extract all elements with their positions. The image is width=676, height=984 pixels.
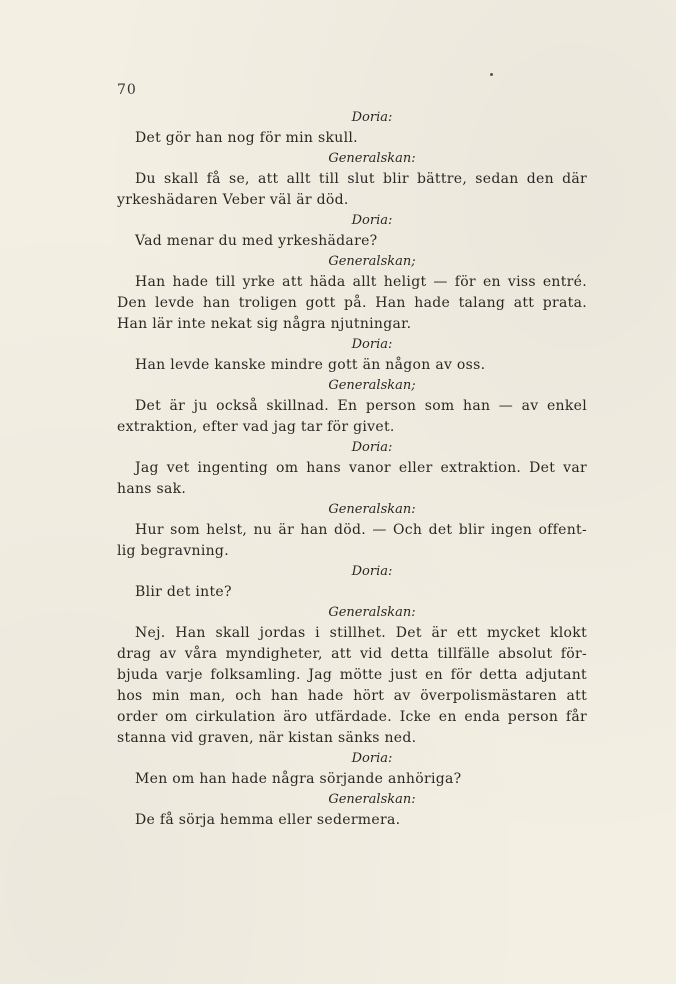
speaker-label: Generalskan:	[328, 605, 416, 620]
dialogue-line: Det gör han nog för min skull.	[135, 130, 358, 146]
dialogue-line: extraktion, efter vad jag tar för givet.	[117, 419, 395, 435]
dialogue-line: Den levde han troligen gott på. Han hade talang att prata.	[117, 295, 587, 311]
page-number: 70	[117, 82, 137, 98]
speaker-label: Doria:	[351, 337, 393, 352]
dialogue-line: Han levde kanske mindre gott än någon av oss.	[135, 357, 486, 373]
speaker-label: Doria:	[351, 440, 393, 455]
dialogue-line: order om cirkulation äro utfärdade. Icke en enda person får	[117, 709, 587, 725]
speaker-label: Generalskan:	[328, 792, 416, 807]
dialogue-line: Han lär inte nekat sig några njutningar.	[117, 316, 412, 332]
dialogue-line: yrkeshädaren Veber väl är död.	[117, 192, 349, 208]
speaker-label: Doria:	[351, 564, 393, 579]
speaker-label: Doria:	[351, 213, 393, 228]
speaker-label: Generalskan;	[328, 378, 416, 393]
speaker-label: Generalskan:	[328, 502, 416, 517]
speaker-label: Generalskan:	[328, 151, 416, 166]
dialogue-line: Hur som helst, nu är han död. — Och det blir ingen offent-	[135, 522, 587, 538]
dialogue-line: stanna vid graven, när kistan sänks ned.	[117, 730, 417, 746]
dialogue-line: Vad menar du med yrkeshädare?	[135, 233, 378, 249]
dialogue-line: Jag vet ingenting om hans vanor eller extraktion. Det var	[135, 460, 587, 476]
speaker-label: Generalskan;	[328, 254, 416, 269]
dialogue-line: hos min man, och han hade hört av överpolismästaren att	[117, 688, 587, 704]
dialogue-line: bjuda varje folksamling. Jag mötte just en för detta adjutant	[117, 667, 587, 683]
speaker-label: Doria:	[351, 110, 393, 125]
dialogue-line: Du skall få se, att allt till slut blir bättre, sedan den där	[135, 171, 587, 187]
dialogue-line: Det är ju också skillnad. En person som han — av enkel	[135, 398, 587, 414]
dialogue-line: Men om han hade några sörjande anhöriga?	[135, 771, 462, 787]
dialogue-line: hans sak.	[117, 481, 187, 497]
dialogue-line: drag av våra myndigheter, att vid detta tillfälle absolut för-	[117, 646, 587, 662]
dialogue-line: Nej. Han skall jordas i stillhet. Det är ett mycket klokt	[135, 625, 587, 641]
dialogue-line: Blir det inte?	[135, 584, 232, 600]
dialogue-line: Han hade till yrke att häda allt heligt — för en viss entré.	[135, 274, 587, 290]
dialogue-line: lig begravning.	[117, 543, 229, 559]
dialogue-body	[117, 108, 587, 831]
speaker-label: Doria:	[351, 751, 393, 766]
page-speck	[490, 73, 493, 76]
dialogue-line: De få sörja hemma eller sedermera.	[135, 812, 401, 828]
